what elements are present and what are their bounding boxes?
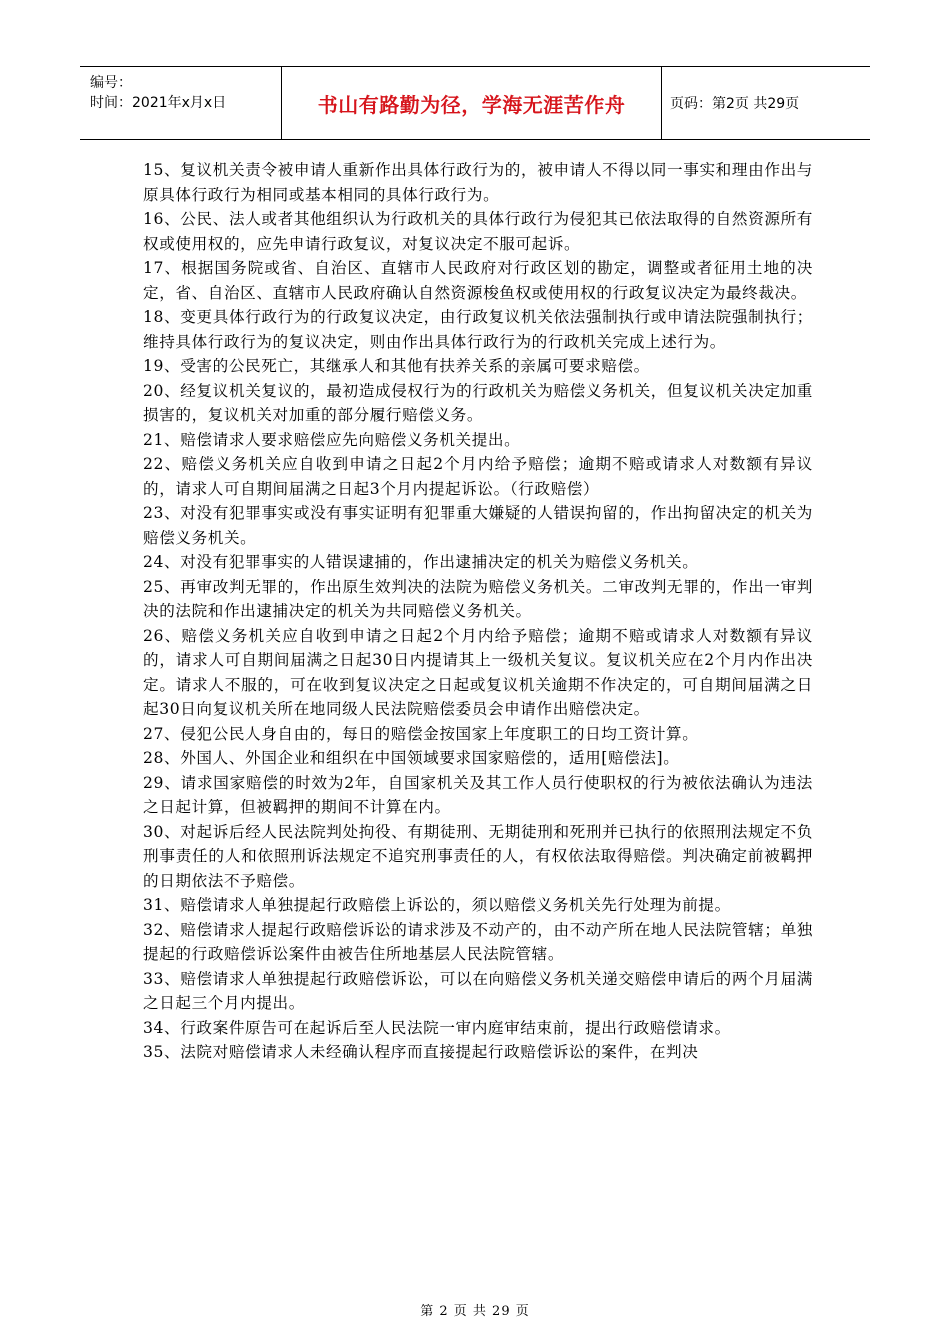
- paragraph-20: 20、经复议机关复议的，最初造成侵权行为的行政机关为赔偿义务机关，但复议机关决定加重损害的，复议机关对加重的部分履行赔偿义务。: [143, 381, 813, 424]
- paragraph-34: 34、行政案件原告可在起诉后至人民法院一审内庭审结束前，提出行政赔偿请求。: [143, 1018, 731, 1037]
- paragraph-27: 27、侵犯公民人身自由的，每日的赔偿金按国家上年度职工的日均工资计算。: [143, 724, 699, 743]
- paragraph-31: 31、赔偿请求人单独提起行政赔偿上诉讼的，须以赔偿义务机关先行处理为前提。: [143, 896, 731, 914]
- document-body: [143, 158, 813, 1065]
- document-date-label: 时间：2021年x月x日: [90, 95, 227, 111]
- paragraph-16: 16、公民、法人或者其他组织认为行政机关的具体行政行为侵犯其已依法取得的自然资源所有权或使用权的，应先申请行政复议，对复议决定不服可起诉。: [143, 210, 813, 253]
- header-meta: [80, 67, 282, 139]
- paragraph-26: 26、赔偿义务机关应自收到申请之日起2个月内给予赔偿；逾期不赔或请求人对数额有异议的，请求人可自期间届满之日起30日内提请其上一级机关复议。复议机关应在2个月内作出决定。请求人不服的，可在收到复议决定之日起或复议机关逾期不作决定的，可自期间届满之日起30日向复议机关所在地同级人民法院赔偿委员会申请作出赔偿决定。: [143, 626, 813, 718]
- paragraph-22: 22、赔偿义务机关应自收到申请之日起2个月内给予赔偿；逾期不赔或请求人对数额有异议的，请求人可自期间届满之日起3个月内提起诉讼。（行政赔偿）: [143, 455, 813, 498]
- paragraph-33: 33、赔偿请求人单独提起行政赔偿诉讼，可以在向赔偿义务机关递交赔偿申请后的两个月届满之日起三个月内提出。: [143, 969, 813, 1012]
- paragraph-21: 21、赔偿请求人要求赔偿应先向赔偿义务机关提出。: [143, 430, 521, 449]
- paragraph-17: 17、根据国务院或省、自治区、直辖市人民政府对行政区划的勘定，调整或者征用土地的决定，省、自治区、直辖市人民政府确认自然资源梭鱼权或使用权的行政复议决定为最终裁决。: [143, 259, 813, 302]
- paragraph-18: 18、变更具体行政行为的行政复议决定，由行政复议机关依法强制执行或申请法院强制执行；维持具体行政行为的复议决定，则由作出具体行政行为的行政机关完成上述行为。: [143, 308, 813, 351]
- paragraph-19: 19、受害的公民死亡，其继承人和其他有扶养关系的亲属可要求赔偿。: [143, 357, 650, 375]
- paragraph-29: 29、请求国家赔偿的时效为2年，自国家机关及其工作人员行使职权的行为被依法确认为违法之日起计算，但被羁押的期间不计算在内。: [143, 773, 813, 816]
- document-number-label: 编号：: [90, 75, 132, 91]
- paragraph-15: 15、复议机关责令被申请人重新作出具体行政行为的，被申请人不得以同一事实和理由作出与原具体行政行为相同或基本相同的具体行政行为。: [143, 161, 813, 204]
- paragraph-25: 25、再审改判无罪的，作出原生效判决的法院为赔偿义务机关。二审改判无罪的，作出一审判决的法院和作出逮捕决定的机关为共同赔偿义务机关。: [143, 577, 813, 620]
- paragraph-24: 24、对没有犯罪事实的人错误逮捕的，作出逮捕决定的机关为赔偿义务机关。: [143, 553, 699, 571]
- page-header: [80, 66, 870, 140]
- page-footer: 第 2 页 共 29 页: [420, 1304, 530, 1319]
- header-motto-cell: [282, 67, 662, 139]
- paragraph-23: 23、对没有犯罪事实或没有事实证明有犯罪重大嫌疑的人错误拘留的，作出拘留决定的机关为赔偿义务机关。: [143, 504, 813, 547]
- paragraph-32: 32、赔偿请求人提起行政赔偿诉讼的请求涉及不动产的，由不动产所在地人民法院管辖；单独提起的行政赔偿诉讼案件由被告住所地基层人民法院管辖。: [143, 920, 813, 963]
- paragraph-30: 30、对起诉后经人民法院判处拘役、有期徒刑、无期徒刑和死刑并已执行的依照刑法规定不负刑事责任的人和依照刑诉法规定不追究刑事责任的人，有权依法取得赔偿。判决确定前被羁押的日期依法不予赔偿。: [143, 822, 813, 890]
- paragraph-28: 28、外国人、外国企业和组织在中国领域要求国家赔偿的，适用[赔偿法]。: [143, 749, 680, 767]
- paragraph-35: 35、法院对赔偿请求人未经确认程序而直接提起行政赔偿诉讼的案件，在判决: [143, 1043, 699, 1061]
- header-page-number: 页码：第2页 共29页: [670, 96, 800, 112]
- header-motto: 书山有路勤为径，学海无涯苦作舟: [317, 92, 626, 117]
